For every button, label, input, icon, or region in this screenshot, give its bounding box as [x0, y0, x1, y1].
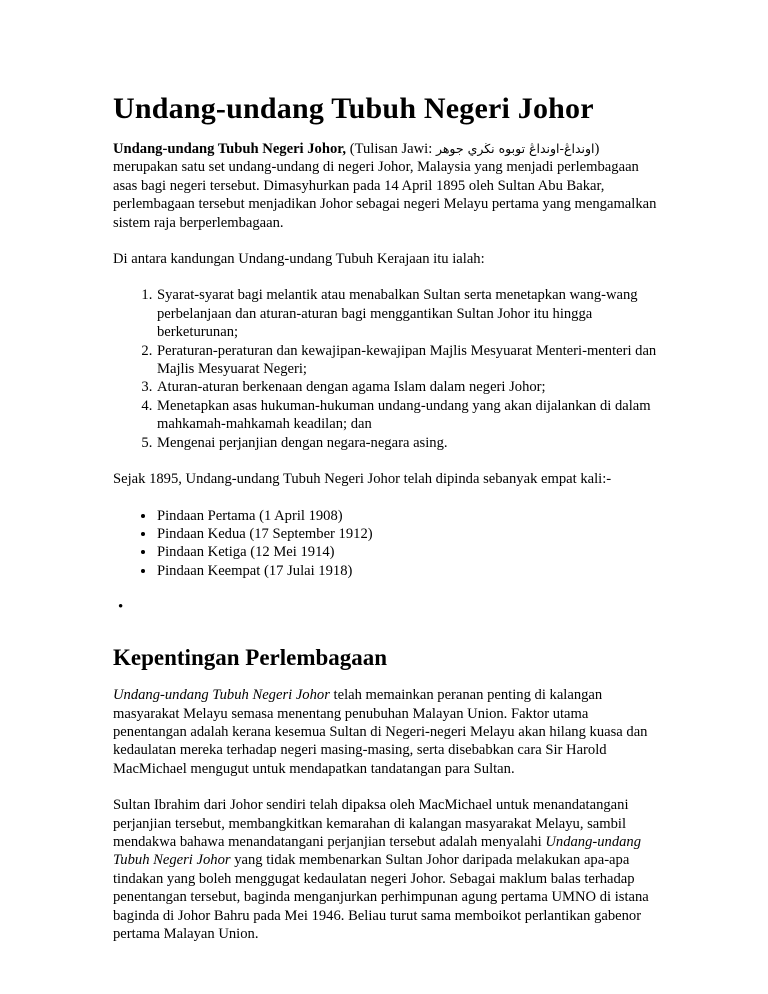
list-item: 2. Peraturan-peraturan dan kewajipan-kewajipan Majlis Mesyuarat Menteri-menteri dan Majlis Mesyuarat Negeri; — [156, 342, 661, 379]
italic-term: Undang-undang Tubuh Negeri Johor — [113, 833, 642, 869]
intro-text: merupakan satu set undang-undang di negeri Johor, Malaysia yang menjadi perlembagaan asas bagi negeri tersebut. Dimasyhurkan pada 14 April 1895 oleh Sultan Abu Bakar, perlembagaan tersebut menjadikan Johor sebagai negeri Melayu pertama yang mengamalkan sistem raja berperlembagaan. — [113, 159, 657, 231]
list-item: 4. Menetapkan asas hukuman-hukuman undang-undang yang akan dijalankan di dalam mahkamah-mahkamah keadilan; dan — [156, 397, 661, 434]
jawi-text: اونداڠ-اونداڠ توبوه نڬري جوهر — [435, 141, 595, 156]
list-item: 1. Syarat-syarat bagi melantik atau menabalkan Sultan serta menetapkan wang-wang perbelanjaan dan aturan-aturan bagi menggantikan Sultan Johor itu hingga berketurunan; — [156, 286, 661, 341]
paragraph-text: Sultan Ibrahim dari Johor sendiri telah dipaksa oleh MacMichael untuk menandatangani perjanjian tersebut, membangkitkan kemarahan di kalangan masyarakat Melayu, sambil mendakwa bahawa menandatangani perjanjian tersebut adalah menyalahi — [113, 797, 629, 850]
contents-list — [113, 286, 661, 452]
list-item: • Pindaan Ketiga (12 Mei 1914) — [156, 543, 661, 561]
amendments-intro: Sejak 1895, Undang-undang Tubuh Negeri Johor telah dipinda sebanyak empat kali:- — [113, 471, 612, 488]
list-item: • Pindaan Pertama (1 April 1908) — [156, 507, 661, 525]
paragraph-text: telah memainkan peranan penting di kalangan masyarakat Melayu semasa menentang penubuhan Malayan Union. Faktor utama penentangan adalah kerana kesemua Sultan di Negeri-negeri Melayu akan hilang kuasa dan kedaulatan mereka terhadap negeri masing-masing, serta disebabkan cara Sir Harold MacMichael mengugut untuk mendapatkan tandatangan para Sultan. — [113, 687, 648, 777]
section-paragraph-1 — [113, 686, 661, 778]
section-heading: Kepentingan Perlembagaan — [113, 645, 388, 671]
list-item: 3. Aturan-aturan berkenaan dengan agama Islam dalam negeri Johor; — [156, 378, 661, 396]
list-item: 5. Mengenai perjanjian dengan negara-negara asing. — [156, 434, 661, 452]
empty-bullet — [113, 598, 661, 616]
page-title: Undang-undang Tubuh Negeri Johor — [113, 92, 594, 125]
document-page — [113, 92, 661, 961]
jawi-close: ) — [594, 141, 600, 157]
jawi-label: (Tulisan Jawi: — [346, 141, 436, 157]
list-item: • Pindaan Kedua (17 September 1912) — [156, 525, 661, 543]
paragraph-text: yang tidak membenarkan Sultan Johor daripada melakukan apa-apa tindakan yang boleh menggugat kedaulatan negeri Johor. Sebagai maklum balas terhadap penentangan tersebut, baginda menganjurkan perhimpunan agung pertama UMNO di istana baginda di Johor Bahru pada Mei 1946. Beliau turut sama memboikot perlantikan gabenor pertama Malayan Union. — [113, 852, 649, 942]
list-item: • Pindaan Keempat (17 Julai 1918) — [156, 562, 661, 580]
amendments-list — [113, 507, 661, 581]
italic-term: Undang-undang Tubuh Negeri Johor — [113, 687, 330, 704]
contents-intro: Di antara kandungan Undang-undang Tubuh Kerajaan itu ialah: — [113, 251, 485, 268]
section-paragraph-2 — [113, 796, 661, 943]
intro-paragraph — [113, 140, 661, 232]
intro-bold-term: Undang-undang Tubuh Negeri Johor, — [113, 141, 347, 157]
